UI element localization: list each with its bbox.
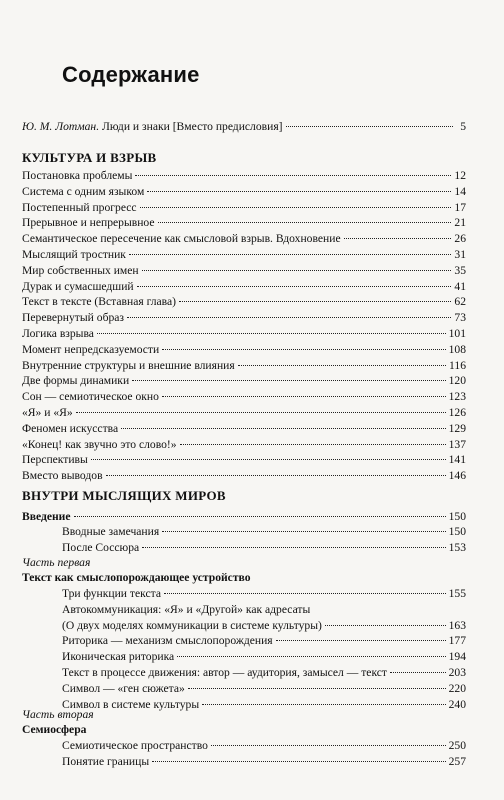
toc-entry [62,666,466,680]
toc-entry-preface [22,120,466,134]
dot-leader [238,365,446,366]
dot-leader [162,396,446,397]
entry-label: Внутренние структуры и внешние влияния [22,358,235,372]
dot-leader [202,704,445,705]
preface-title: Люди и знаки [Вместо предисловия] [99,120,283,133]
toc-entry [62,682,466,696]
toc-entry [22,185,466,199]
entry-label: Прерывное и непрерывное [22,216,155,230]
dot-leader [137,286,452,287]
toc-entry [22,232,466,246]
toc-entry [22,374,466,388]
entry-label: Мир собственных имен [22,263,139,277]
entry-label: Мыслящий тростник [22,248,126,261]
entry-label: Риторика — механизм смыслопорождения [62,634,273,648]
entry-page: 120 [448,374,466,388]
entry-page: 116 [449,358,466,372]
entry-page: 73 [454,311,466,325]
dot-leader [121,428,445,429]
section-heading-culture-and-explosion: КУЛЬТУРА И ВЗРЫВ [22,150,157,165]
entry-label: Три функции текста [62,587,161,600]
toc-entry [22,406,466,420]
toc-entry [62,755,466,769]
entry-label: После Соссюра [62,541,140,554]
toc-entry [62,619,466,633]
dot-leader [162,531,445,532]
entry-page: 150 [448,510,466,523]
dot-leader [91,459,446,460]
entry-label: Перспективы [22,453,88,467]
dot-leader [179,301,451,302]
dot-leader [286,126,453,127]
toc-entry [62,525,466,539]
entry-label: Две формы динамики [22,374,130,388]
entry-label: Дурак и сумасшедший [22,279,134,293]
entry-label: Вводные замечания [62,525,160,538]
chapter-heading-semiosphere: Семиосфера [22,723,87,736]
dot-leader [325,625,446,626]
entry-page: 26 [454,232,466,246]
entry-page: 62 [454,295,466,309]
entry-page: 155 [448,587,466,600]
dot-leader [344,238,452,239]
dot-leader [158,222,452,223]
entry-page: 150 [448,525,466,538]
part-second-label: Часть вторая [22,708,94,721]
entry-page: 250 [448,739,466,752]
dot-leader [147,191,451,192]
entry-page: 129 [448,421,466,435]
entry-page: 31 [454,248,466,261]
entry-label: Текст в тексте (Вставная глава) [22,295,177,309]
toc-entry [62,698,466,712]
dot-leader [129,254,451,255]
entry-page: 163 [448,618,466,632]
entry-page: 108 [448,342,466,356]
entry-page: 123 [448,390,466,404]
toc-entry [22,295,466,309]
toc-entry [62,650,466,664]
section-heading-inside-thinking-worlds: ВНУТРИ МЫСЛЯЩИХ МИРОВ [22,488,226,503]
dot-leader [164,593,446,594]
toc-entry [22,422,466,436]
entry-page: 177 [448,634,466,648]
page-title: Содержание [62,62,200,87]
entry-label: Перевернутый образ [22,311,124,325]
entry-page: 141 [448,453,466,467]
entry-label: Вместо выводов [22,469,103,483]
dot-leader [127,317,451,318]
dot-leader [135,175,451,176]
entry-page: 153 [448,541,466,554]
entry-page: 126 [448,406,466,419]
preface-author: Ю. М. Лотман. [22,120,100,133]
dot-leader [142,270,452,271]
entry-page: 41 [454,279,466,293]
toc-entry [22,359,466,373]
entry-label: Символ — «ген сюжета» [62,681,185,695]
entry-label: Иконическая риторика [62,650,175,664]
entry-label: Постепенный прогресс [22,200,137,214]
preface-page: 5 [460,120,466,133]
dot-leader [188,688,446,689]
entry-page: 21 [454,216,466,230]
part-first-label: Часть первая [22,556,91,569]
toc-entry [22,248,466,262]
entry-page: 137 [448,437,466,451]
entry-label: Постановка проблемы [22,169,133,182]
dot-leader [180,444,446,445]
toc-entry [22,280,466,294]
toc-entry [62,603,466,617]
dot-leader [106,475,446,476]
chapter-heading-text-as-meaning-generator: Текст как смыслопорождающее устройство [22,571,251,584]
entry-label: Введение [22,510,71,523]
toc-entry [22,264,466,278]
toc-entry-intro [22,510,466,524]
toc-entry [22,453,466,467]
toc-entry [62,739,466,753]
dot-leader [162,349,445,350]
dot-leader [390,672,446,673]
toc-entry [62,587,466,601]
toc-entry [22,327,466,341]
entry-label: Автокоммуникация: «Я» и «Другой» как адресаты [62,602,311,616]
entry-label: Феномен искусства [22,421,119,435]
entry-label: Семантическое пересечение как смысловой взрыв. Вдохновение [22,232,341,246]
toc-entry [22,343,466,357]
entry-page: 240 [448,697,466,711]
toc-entry [22,390,466,404]
entry-page: 17 [454,200,466,214]
toc-entry [22,469,466,483]
dot-leader [74,516,446,517]
entry-page: 194 [448,650,466,664]
entry-page: 14 [454,184,466,198]
preface-label [22,120,283,134]
entry-page: 12 [454,169,466,182]
dot-leader [97,333,446,334]
entry-label: (О двух моделях коммуникации в системе культуры) [62,618,322,632]
toc-entry [22,169,466,183]
entry-label: Текст в процессе движения: автор — аудитория, замысел — текст [62,666,387,679]
entry-label: «Конец! как звучно это слово!» [22,437,177,451]
entry-label: Логика взрыва [22,327,94,340]
entry-label: «Я» и «Я» [22,406,73,419]
dot-leader [276,640,446,641]
dot-leader [211,745,446,746]
toc-entry [62,541,466,555]
entry-label: Семиотическое пространство [62,739,208,752]
toc-entry [22,201,466,215]
toc-entry [22,438,466,452]
dot-leader [142,547,445,548]
entry-label: Момент непредсказуемости [22,342,160,356]
entry-page: 146 [448,469,466,483]
entry-page: 203 [448,666,466,679]
entry-label: Символ в системе культуры [62,697,200,711]
toc-entry [62,634,466,648]
dot-leader [152,761,445,762]
toc-entry [22,311,466,325]
entry-page: 220 [448,681,466,695]
dot-leader [76,412,446,413]
entry-label: Сон — семиотическое окно [22,390,159,404]
entry-label: Система с одним языком [22,184,145,198]
entry-label: Понятие границы [62,755,150,768]
entry-page: 257 [448,755,466,768]
dot-leader [177,656,445,657]
dot-leader [132,380,445,381]
toc-entry [22,216,466,230]
entry-page: 35 [454,263,466,277]
dot-leader [140,207,452,208]
entry-page: 101 [448,327,466,340]
